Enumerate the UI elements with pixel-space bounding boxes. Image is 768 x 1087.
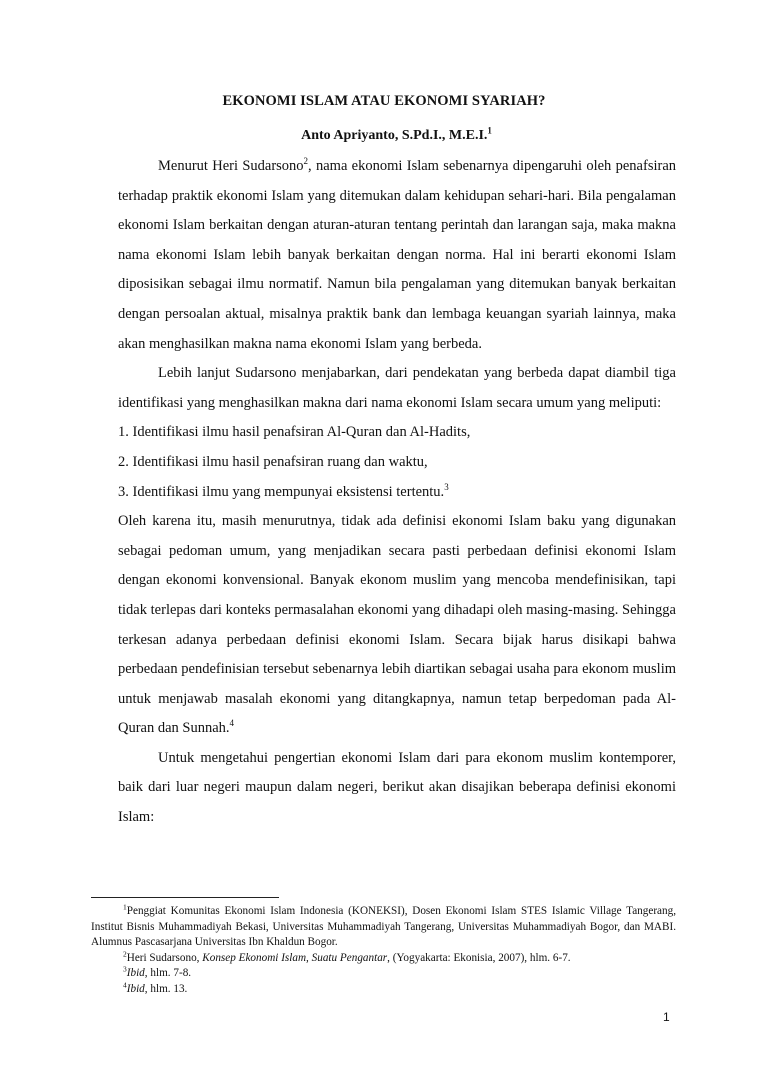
- list-item: 2. Identifikasi ilmu hasil penafsiran ruang dan waktu,: [118, 453, 428, 470]
- page-number: 1: [663, 1010, 670, 1024]
- footnote-3: $^3$Ibid, hlm. 7-8.: [123, 964, 192, 980]
- page-title: EKONOMI ISLAM ATAU EKONOMI SYARIAH?: [222, 93, 546, 109]
- paragraph-3: Oleh karena itu, masih menurutnya, tidak ada definisi ekonomi Islam baku yang digunakan sebagai pedoman umum, yang menjadikan secara pasti perbedaan definisi ekonomi Islam dengan ekonomi konvensional. Banyak ekonom muslim yang mencoba mendefinisikan, tapi tidak terlepas dari konteks permasalahan ekonomi yang dihadapi oleh masing-masing. Sehingga terkesan adanya perbedaan definisi ekonomi Islam. Secara bijak harus disikapi bahwa perbedaan pendefinisian tersebut sebenarnya lebih diartikan sebagai usaha para ekonom muslim untuk menjawab masalah ekonomi yang ditangkapnya, namun tetap berpedoman pada Al-Quran dan Sunnah.$^4$: [118, 513, 676, 737]
- list-item: 3. Identifikasi ilmu yang mempunyai eksistensi tertentu.$^3$: [118, 481, 449, 500]
- author-footnote-ref[interactable]: 1: [487, 125, 492, 136]
- book-title: Konsep Ekonomi Islam, Suatu Pengantar: [202, 951, 388, 964]
- footnotes: [91, 904, 676, 998]
- footnote-ref-4[interactable]: 4: [229, 718, 235, 729]
- body-text: [118, 152, 676, 833]
- footnote-1: $^1$Penggiat Komunitas Ekonomi Islam Indonesia (KONEKSI), Dosen Ekonomi Islam STES Islamic Village Tangerang, Institut Bisnis Muhammadiyah Bekasi, Universitas Muhammadiyah Tangerang, Universitas Muhammadiyah Bogor, dan MABI. Alumnus Pascasarjana Universitas Ibn Khaldun Bogor.: [91, 902, 676, 949]
- footnote-4: $^4$Ibid, hlm. 13.: [123, 980, 188, 995]
- author-name: Anto Apriyanto, S.Pd.I., M.E.I.: [301, 128, 488, 143]
- footnote-ref-2[interactable]: 2: [303, 156, 309, 167]
- footnote-2: $^2$Heri Sudarsono, Konsep Ekonomi Islam, Suatu Pengantar, (Yogyakarta: Ekonisia, 2007), hlm. 6-7.: [123, 949, 571, 964]
- paragraph-1: Menurut Heri Sudarsono$^2$, nama ekonomi Islam sebenarnya dipengaruhi oleh penafsiran terhadap praktik ekonomi Islam yang ditemukan dalam kehidupan sehari-hari. Bila pengalaman ekonomi Islam berkaitan dengan aturan-aturan tentang perintah dan larangan saja, maka makna nama ekonomi Islam lebih banyak berkaitan dengan norma. Hal ini berarti ekonomi Islam diposisikan sebagai ilmu normatif. Namun bila pengalaman yang ditemukan banyak berkaitan dengan persoalan aktual, misalnya praktik bank dan lembaga keuangan syariah lainnya, maka akan menghasilkan makna nama ekonomi Islam yang berbeda.: [118, 156, 677, 352]
- footnote-separator: [91, 897, 279, 898]
- list-item: 1. Identifikasi ilmu hasil penafsiran Al-Quran dan Al-Hadits,: [118, 424, 471, 441]
- paragraph-2: Lebih lanjut Sudarsono menjabarkan, dari pendekatan yang berbeda dapat diambil tiga identifikasi yang menghasilkan makna dari nama ekonomi Islam secara umum yang meliputi:: [118, 365, 676, 411]
- paragraph-4: Untuk mengetahui pengertian ekonomi Islam dari para ekonom muslim kontemporer, baik dari luar negeri maupun dalam negeri, berikut akan disajikan beberapa definisi ekonomi Islam:: [118, 749, 676, 826]
- author-line: [0, 125, 768, 144]
- footnote-ref-3[interactable]: 3: [444, 481, 449, 492]
